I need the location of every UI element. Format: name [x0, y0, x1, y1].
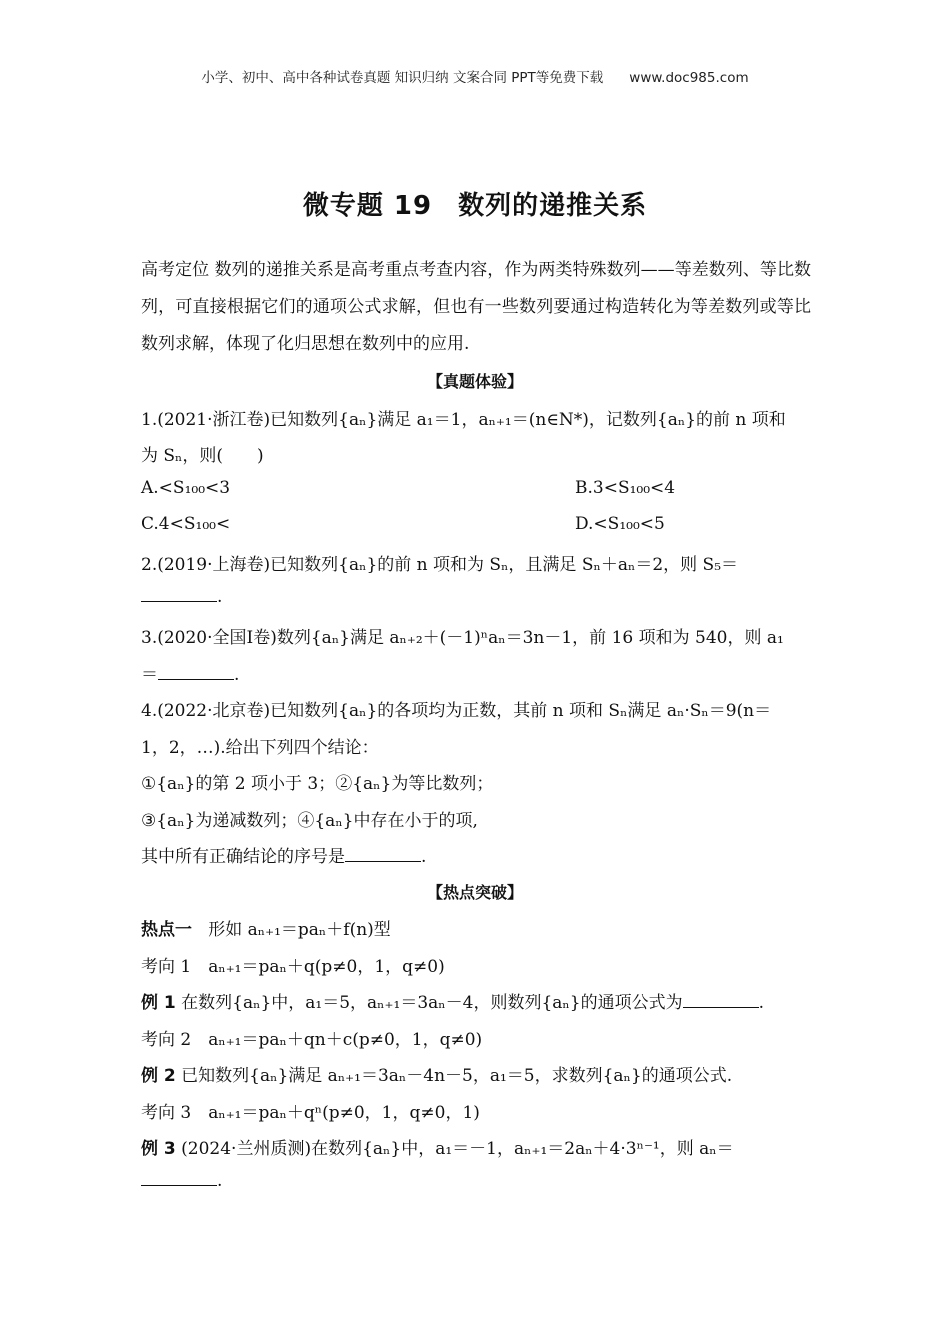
q1-line1: 1.(2021·浙江卷)已知数列{aₙ}满足 a₁＝1，aₙ₊₁＝(n∈N*)，记数列{aₙ}的前 n 项和 — [141, 410, 786, 430]
q4-line5 — [141, 842, 811, 867]
q4-line2: 1，2，…).给出下列四个结论： — [141, 738, 379, 758]
q4-head: 其中所有正确结论的序号是 — [141, 847, 345, 867]
q3-tail: . — [234, 665, 240, 685]
example-2 — [141, 1061, 811, 1086]
q1-line2: 为 Sₙ，则( ) — [141, 446, 264, 466]
example-1 — [141, 988, 811, 1013]
page-header — [0, 66, 950, 86]
direction-3: 考向 3 aₙ₊₁＝paₙ＋qⁿ(p≠0，1，q≠0，1) — [141, 1103, 480, 1123]
intro-paragraph: 高考定位 数列的递推关系是高考重点考查内容，作为两类特殊数列——等差数列、等比数列，可直接根据它们的通项公式求解，但也有一些数列要通过构造转化为等差数列或等比数列求解，体现了化归思想在数列中的应用. — [141, 260, 811, 354]
section-heading-hot-points: 【热点突破】 — [426, 883, 523, 902]
q4-line1: 4.(2022·北京卷)已知数列{aₙ}的各项均为正数，其前 n 项和 Sₙ满足 aₙ·Sₙ＝9(n＝ — [141, 701, 772, 721]
q1-options-row2 — [141, 514, 811, 534]
page-title — [0, 185, 950, 222]
example-tail: . — [758, 993, 764, 1013]
q2-line1: 2.(2019·上海卷)已知数列{aₙ}的前 n 项和为 Sₙ，且满足 Sₙ＋aₙ＝2，则 S₅＝ — [141, 555, 739, 575]
title-sub: 数列的递推关系 — [458, 191, 648, 221]
hot-point-label: 热点一 — [141, 920, 192, 940]
example-label: 例 3 — [141, 1139, 176, 1159]
q3-head: ＝ — [141, 665, 158, 685]
header-site[interactable]: www.doc985.com — [629, 70, 749, 86]
answer-blank[interactable] — [683, 993, 759, 1008]
answer-blank[interactable] — [141, 587, 217, 602]
example-tail: . — [217, 1171, 223, 1191]
answer-blank[interactable] — [158, 665, 234, 680]
section-heading-real-exam: 【真题体验】 — [426, 372, 523, 391]
direction-1: 考向 1 aₙ₊₁＝paₙ＋q(p≠0，1，q≠0) — [141, 957, 445, 977]
q3-line2 — [141, 660, 811, 685]
direction-2: 考向 2 aₙ₊₁＝paₙ＋qn＋c(p≠0，1，q≠0) — [141, 1030, 483, 1050]
q1-option-d: D.<S₁₀₀<5 — [575, 514, 665, 534]
q2-tail: . — [217, 587, 223, 607]
q1-option-b: B.3<S₁₀₀<4 — [575, 478, 676, 498]
example-3 — [141, 1134, 811, 1159]
q4-line3: ①{aₙ}的第 2 项小于 3；②{aₙ}为等比数列； — [141, 774, 494, 794]
example-3-line2 — [141, 1171, 811, 1191]
example-text: 已知数列{aₙ}满足 aₙ₊₁＝3aₙ－4n－5，a₁＝5，求数列{aₙ}的通项公式. — [181, 1066, 733, 1086]
hot-point-1 — [141, 915, 811, 940]
q2-line2 — [141, 587, 811, 607]
q1-option-a: A.<S₁₀₀<3 — [141, 478, 231, 498]
example-label: 例 1 — [141, 993, 176, 1013]
q4-line4: ③{aₙ}为递减数列；④{aₙ}中存在小于的项, — [141, 811, 478, 831]
example-text: 在数列{aₙ}中，a₁＝5，aₙ₊₁＝3aₙ－4，则数列{aₙ}的通项公式为 — [181, 993, 683, 1013]
hot-point-text: 形如 aₙ₊₁＝paₙ＋f(n)型 — [208, 920, 391, 940]
example-label: 例 2 — [141, 1066, 176, 1086]
q3-line1: 3.(2020·全国Ⅰ卷)数列{aₙ}满足 aₙ₊₂＋(－1)ⁿaₙ＝3n－1，前 16 项和为 540，则 a₁ — [141, 628, 784, 648]
answer-blank[interactable] — [141, 1171, 217, 1186]
q1-option-c: C.4<S₁₀₀< — [141, 514, 231, 534]
header-text: 小学、初中、高中各种试卷真题 知识归纳 文案合同 PPT等免费下载 — [201, 70, 604, 86]
q1-options-row1 — [141, 478, 811, 498]
title-main: 微专题 19 — [302, 191, 433, 221]
answer-blank[interactable] — [345, 847, 421, 862]
example-text: (2024·兰州质测)在数列{aₙ}中，a₁＝－1，aₙ₊₁＝2aₙ＋4·3ⁿ⁻¹，则 aₙ＝ — [181, 1139, 734, 1159]
q4-tail: . — [421, 847, 427, 867]
